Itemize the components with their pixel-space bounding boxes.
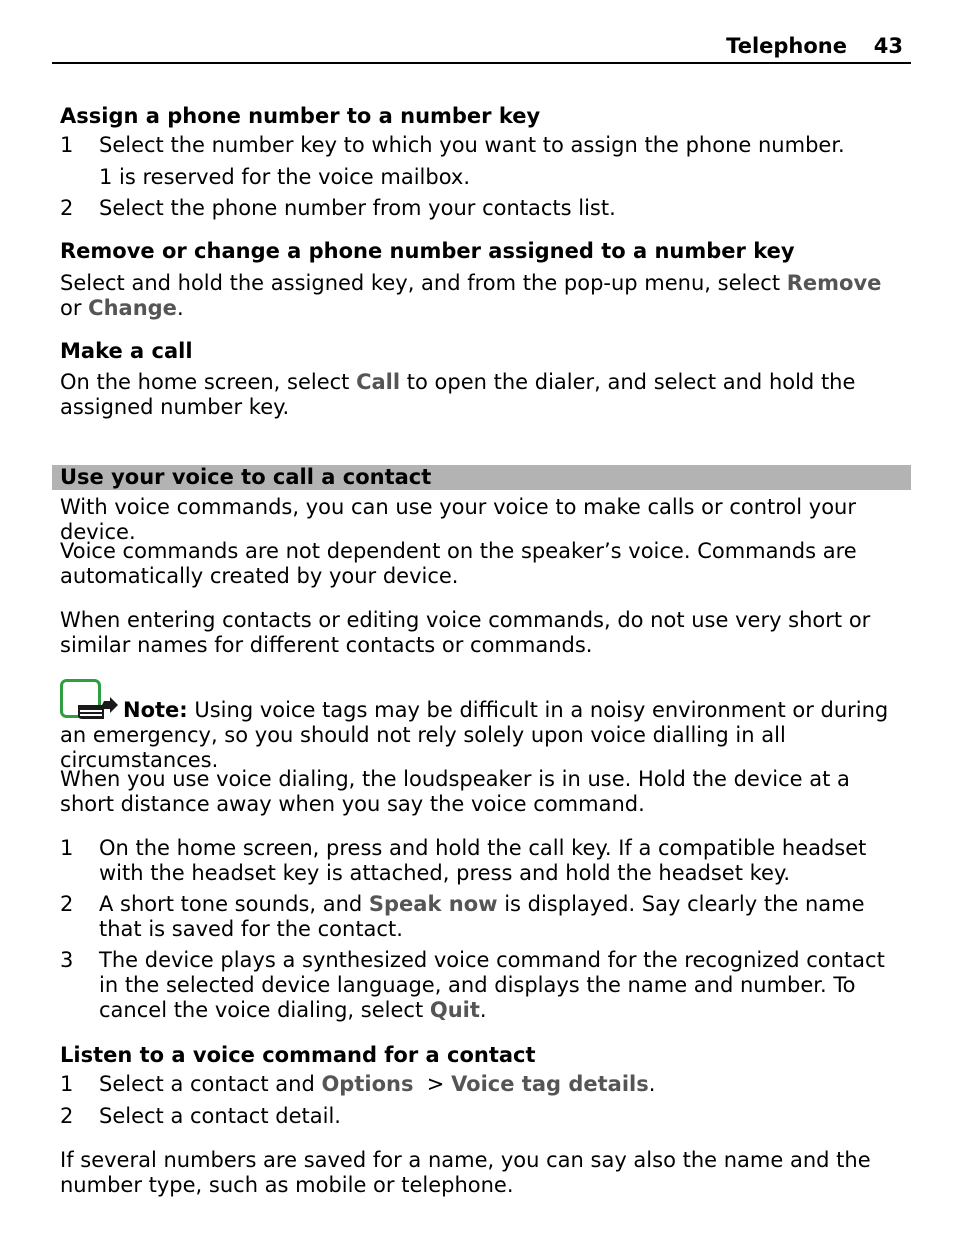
remove-paragraph: Select and hold the assigned key, and from the pop-up menu, select Remove or Change. <box>60 271 882 320</box>
ui-term-voice-tag-details: Voice tag details <box>451 1072 649 1096</box>
step-number: 2 <box>60 196 74 220</box>
step-number: 3 <box>60 948 74 972</box>
section-title: Use your voice to call a contact <box>60 465 432 489</box>
paragraph: When entering contacts or editing voice commands, do not use very short or similar names for different contacts or commands. <box>60 608 871 657</box>
ui-term-change: Change <box>88 296 177 320</box>
step-note: 1 is reserved for the voice mailbox. <box>99 165 470 189</box>
page-header <box>52 34 911 64</box>
make-call-heading: Make a call <box>60 339 193 363</box>
ui-term-call: Call <box>356 370 401 394</box>
step-text: Select a contact and Options > Voice tag details. <box>99 1072 656 1096</box>
paragraph: When you use voice dialing, the loudspeaker is in use. Hold the device at a short distance away when you say the voice command. <box>60 767 850 816</box>
step-text: Select a contact detail. <box>99 1104 341 1128</box>
step-text: The device plays a synthesized voice command for the recognized contact in the selected device language, and displays the name and number. To cancel the voice dialing, select Quit. <box>99 948 885 1022</box>
chapter-title: Telephone <box>726 34 847 58</box>
step-number: 1 <box>60 1072 74 1096</box>
paragraph: Voice commands are not dependent on the speaker’s voice. Commands are automatically created by your device. <box>60 539 857 588</box>
ui-term-remove: Remove <box>786 271 882 295</box>
section-band <box>52 465 911 490</box>
listen-heading: Listen to a voice command for a contact <box>60 1043 536 1067</box>
step-number: 2 <box>60 892 74 916</box>
remove-heading: Remove or change a phone number assigned to a number key <box>60 239 795 263</box>
page-number: 43 <box>873 34 903 58</box>
step-text: Select the number key to which you want to assign the phone number. <box>99 133 845 157</box>
paragraph: If several numbers are saved for a name, you can say also the name and the number type, such as mobile or telephone. <box>60 1148 871 1197</box>
ui-term-options: Options <box>321 1072 414 1096</box>
note-paragraph: Note: Using voice tags may be difficult in a noisy environment or during an emergency, so you should not rely solely upon voice dialling in all circumstances. <box>60 698 889 772</box>
ui-term-speak-now: Speak now <box>368 892 498 916</box>
ui-term-quit: Quit <box>429 998 480 1022</box>
step-number: 2 <box>60 1104 74 1128</box>
note-label: Note: <box>123 698 188 722</box>
step-number: 1 <box>60 133 74 157</box>
step-text: On the home screen, press and hold the call key. If a compatible headset with the headset key is attached, press and hold the headset key. <box>99 836 867 885</box>
step-text: A short tone sounds, and Speak now is displayed. Say clearly the name that is saved for the contact. <box>99 892 865 941</box>
paragraph: With voice commands, you can use your voice to make calls or control your device. <box>60 495 857 544</box>
step-text: Select the phone number from your contacts list. <box>99 196 616 220</box>
make-call-paragraph: On the home screen, select Call to open the dialer, and select and hold the assigned number key. <box>60 370 856 419</box>
step-number: 1 <box>60 836 74 860</box>
assign-heading: Assign a phone number to a number key <box>60 104 541 128</box>
